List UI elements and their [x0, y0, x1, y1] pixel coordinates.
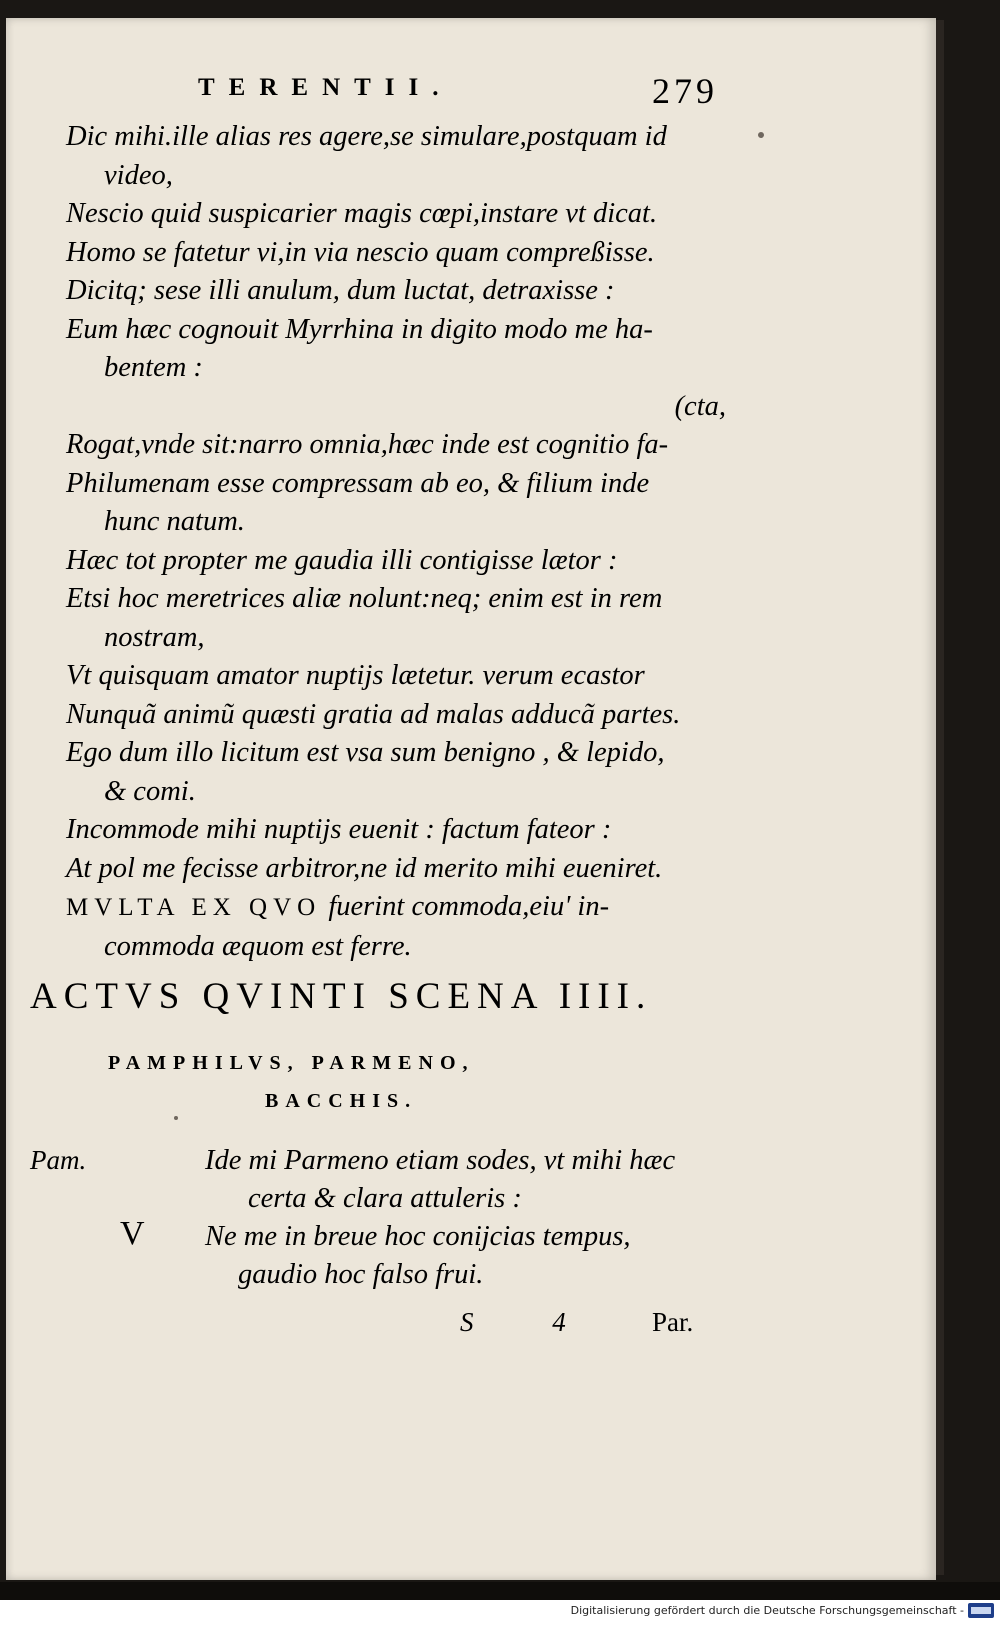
dialogue-line: Ne me in breue hoc conijcias tempus, — [205, 1221, 631, 1252]
page-number: 279 — [652, 71, 718, 111]
dfg-logo — [968, 1603, 994, 1618]
scan-bottom-strip — [0, 1582, 1000, 1600]
verse-line: Philumenam esse compressam ab eo, & filium inde — [66, 467, 650, 499]
verse-line-final — [66, 888, 726, 928]
page-edge — [936, 20, 944, 1575]
signature-mark: S 4 — [460, 1307, 602, 1337]
verse-line: Dic mihi.ille alias res agere,se simulare,postquam id — [66, 121, 667, 152]
verse-line-rest: fuerint commoda,eiu' in- — [321, 891, 610, 922]
verse-line: commoda æquom est ferre. — [104, 930, 412, 962]
verse-line: nostram, — [104, 621, 205, 653]
initial-letter: V — [120, 1215, 145, 1252]
paper-speck — [174, 1116, 178, 1120]
verse-line: Eum hæc cognouit Myrrhina in digito modo me ha- — [66, 313, 653, 345]
verse-line: video, — [104, 159, 173, 191]
catchword: Par. — [652, 1307, 694, 1337]
verse-line: & comi. — [104, 775, 196, 807]
verse-text — [66, 118, 726, 966]
verse-line: Hæc tot propter me gaudia illi contigisse lætor : — [66, 544, 618, 576]
verse-line: Incommode mihi nuptijs euenit : factum fateor : — [66, 814, 612, 845]
verse-line: (cta, — [674, 390, 726, 422]
dialogue-line: Ide mi Parmeno etiam sodes, vt mihi hæc — [205, 1145, 676, 1176]
verse-line: Rogat,vnde sit:narro omnia,hæc inde est cognitio fa- — [66, 429, 669, 460]
dramatis-personae-line-1: PAMPHILVS, PARMENO, — [108, 1052, 475, 1074]
verse-line: At pol me fecisse arbitror,ne id merito mihi eueniret. — [66, 852, 663, 884]
verse-line: bentem : — [104, 352, 203, 383]
verse-line: Ego dum illo licitum est vsa sum benigno , & lepido, — [66, 737, 665, 768]
verse-line: Homo se fatetur vi,in via nescio quam compreßisse. — [66, 236, 655, 268]
running-head: TERENTII. — [198, 74, 453, 101]
dramatis-personae-line-2: BACCHIS. — [265, 1090, 418, 1112]
dialogue-line: gaudio hoc falso frui. — [238, 1259, 484, 1290]
act-heading: ACTVS QVINTI SCENA IIII. — [30, 976, 653, 1017]
verse-line: Dicitq; sese illi anulum, dum luctat, detraxisse : — [66, 275, 615, 306]
paper-speck — [758, 132, 764, 138]
smallcaps-lead: MVLTA EX QVO — [66, 894, 322, 921]
digitization-credit: Digitalisierung gefördert durch die Deutsche Forschungsgemeinschaft - — [570, 1604, 964, 1617]
page-header — [198, 70, 718, 110]
verse-line: Vt quisquam amator nuptijs lætetur. verum ecastor — [66, 660, 645, 691]
verse-line: hunc natum. — [104, 506, 245, 537]
dialogue-line: certa & clara attuleris : — [248, 1183, 522, 1214]
verse-line: Nescio quid suspicarier magis cœpi,instare vt dicat. — [66, 198, 658, 229]
verse-line: Nunquã animũ quæsti gratia ad malas adducã partes. — [66, 698, 681, 730]
verse-line: Etsi hoc meretrices aliæ nolunt:neq; enim est in rem — [66, 583, 663, 614]
speaker-label: Pam. — [30, 1145, 87, 1175]
